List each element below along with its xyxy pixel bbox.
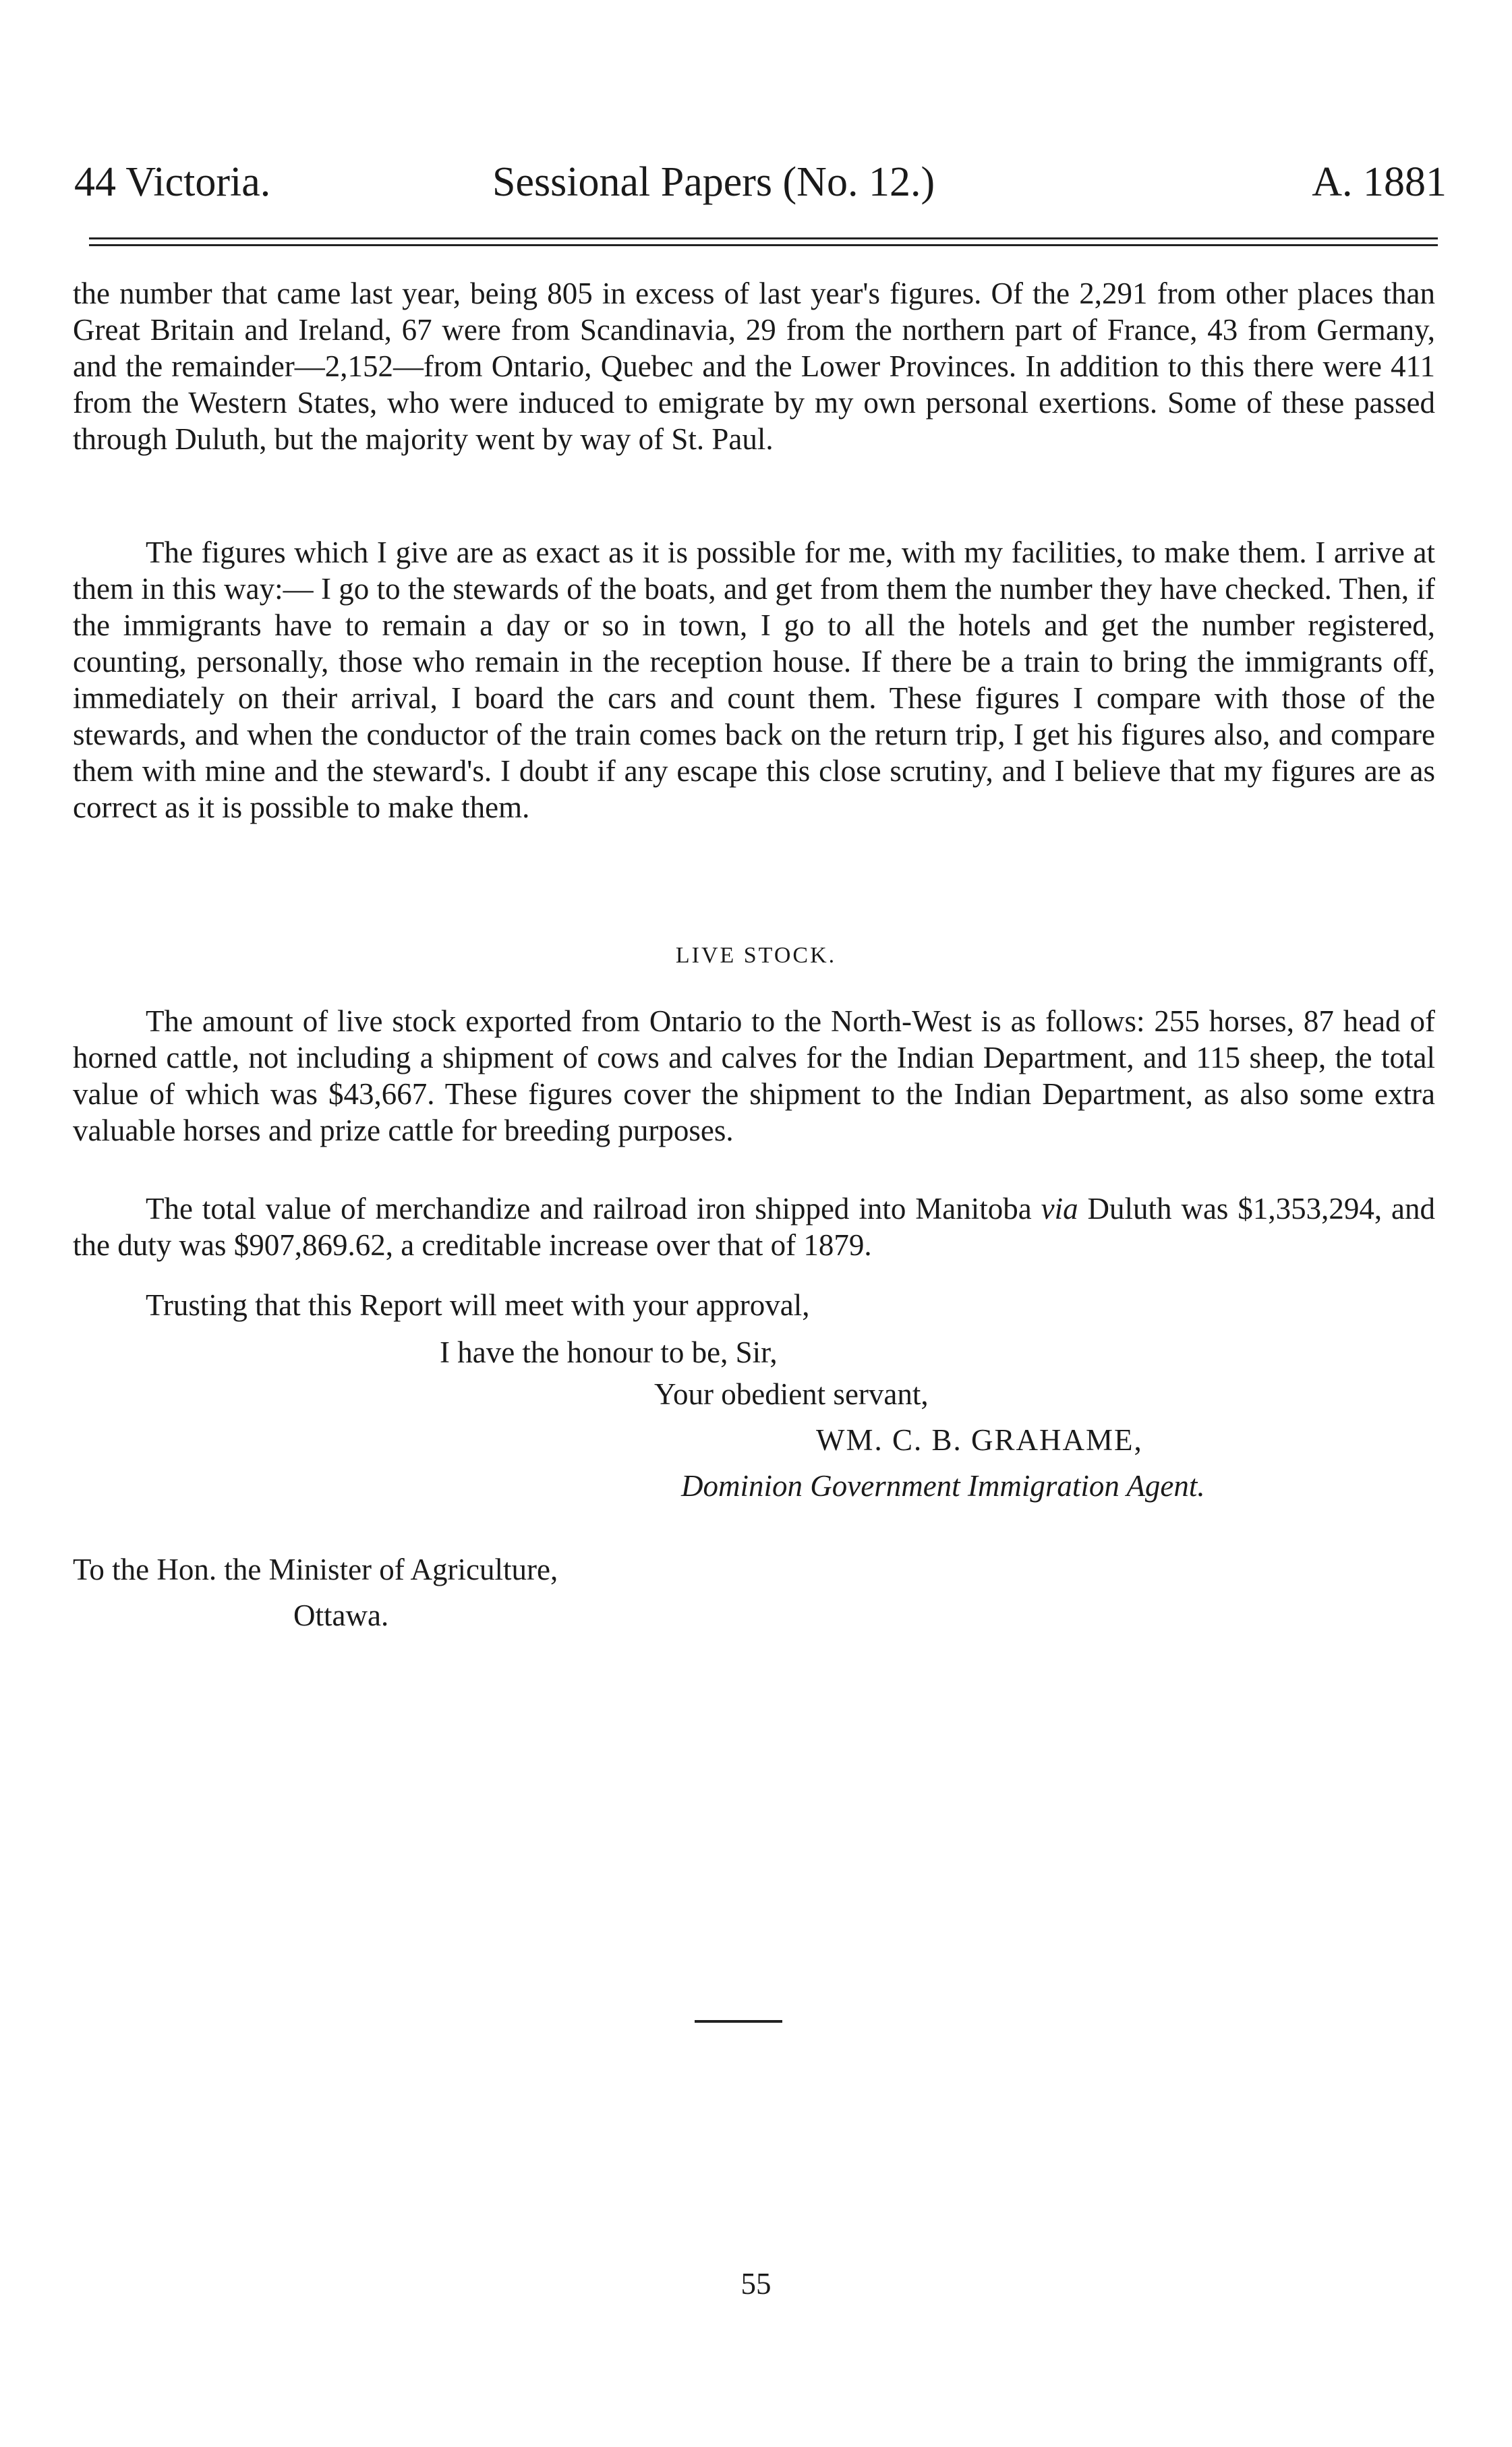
- paragraph-live-stock: [73, 1003, 1435, 1149]
- page-number: 55: [740, 2267, 772, 2301]
- paragraph-text-part: The total value of merchandize and railroad iron shipped into Manitoba: [146, 1192, 1041, 1226]
- paragraph-text: The amount of live stock exported from Ontario to the North-West is as follows: 255 horses, 87 head of horned cattle, not including a shipment of cows and calves for the Indian Department, and 115 sheep, the total value of which was $43,667. These figures cover the shipment to the Indian Department, as also some extra valuable horses and prize cattle for breeding purposes.: [73, 1004, 1435, 1147]
- closing-servant: Your obedient servant,: [654, 1377, 929, 1411]
- paragraph-text: The figures which I give are as exact as it is possible for me, with my facilities, to make them. I arrive at them in this way:— I go to the stewards of the boats, and get from them the number they have checked. Then, if the immigrants have to remain a day or so in town, I go to all the hotels and get the number registered, counting, personally, those who remain in the reception house. If there be a train to bring the immigrants off, immediately on their arrival, I board the cars and count them. These figures I compare with those of the stewards, and when the conductor of the train comes back on the return trip, I get his figures also, and compare them with mine and the steward's. I doubt if any escape this close scrutiny, and I believe that my figures are as correct as it is possible to make them.: [73, 536, 1435, 824]
- header-year: A. 1881: [1312, 159, 1447, 205]
- closing-honour: I have the honour to be, Sir,: [440, 1335, 778, 1369]
- paragraph-text: Trusting that this Report will meet with your approval,: [146, 1288, 810, 1322]
- paragraph-closing: [73, 1287, 1435, 1323]
- paragraph-counting-method: [73, 534, 1435, 826]
- header-rule: [89, 237, 1438, 239]
- addressee-line: To the Hon. the Minister of Agriculture,: [73, 1553, 558, 1586]
- paragraph-text-part: Duluth was $1,353,294, and the duty was $907,869.62, a creditable increase over that of 1879.: [73, 1192, 1435, 1262]
- paragraph-merchandise: [73, 1190, 1435, 1263]
- header-rule-double: [89, 244, 1438, 246]
- italic-via: via: [1041, 1192, 1078, 1226]
- header-title: Sessional Papers (No. 12.): [492, 159, 935, 205]
- paragraph-text: [73, 1190, 1435, 1263]
- signatory-title: Dominion Government Immigration Agent.: [681, 1469, 1205, 1503]
- section-heading-live-stock: LIVE STOCK.: [675, 943, 837, 968]
- paragraph-immigrant-origins: [73, 275, 1435, 457]
- header-session: 44 Victoria.: [74, 159, 271, 205]
- footer-rule: [695, 2020, 782, 2023]
- running-header: [74, 152, 1447, 212]
- addressee-city: Ottawa.: [293, 1599, 389, 1632]
- signatory-name: WM. C. B. GRAHAME,: [816, 1423, 1143, 1457]
- paragraph-text: the number that came last year, being 805 in excess of last year's figures. Of the 2,291 from other places than Great Britain and Ireland, 67 were from Scandinavia, 29 from the northern part of France, 43 from Germany, and the remainder—2,152—from Ontario, Quebec and the Lower Provinces. In addition to this there were 411 from the Western States, who were induced to emigrate by my own personal exertions. Some of these passed through Duluth, but the majority went by way of St. Paul.: [73, 277, 1435, 456]
